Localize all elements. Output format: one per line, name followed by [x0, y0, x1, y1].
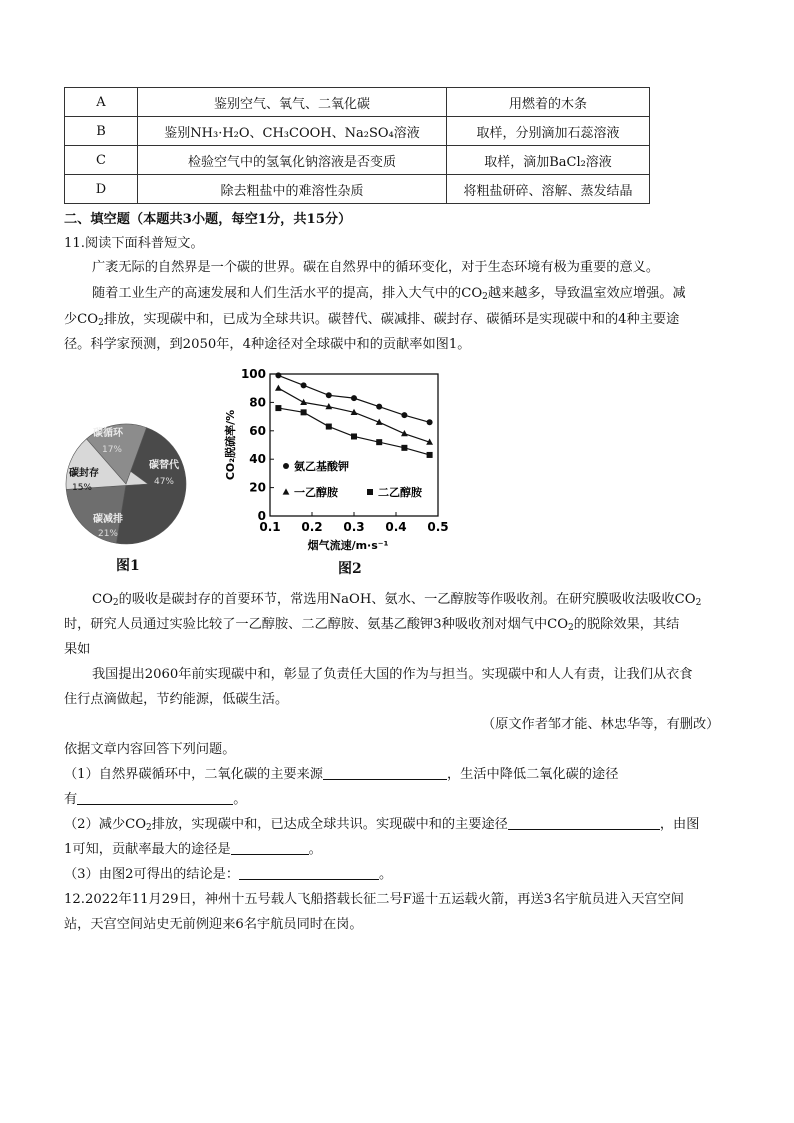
subscript: 2 — [146, 823, 152, 833]
x-tick-label: 0.4 — [385, 520, 407, 534]
y-tick-label: 40 — [249, 452, 266, 467]
sub-question-1-line-1 — [64, 765, 618, 785]
text: 。 — [308, 842, 322, 857]
data-point — [351, 433, 357, 439]
legend-label: 氨乙基酸钾 — [294, 460, 349, 473]
sub-question-2-line-1 — [64, 815, 699, 838]
option-method: 取样，分别滴加石蕊溶液 — [447, 117, 650, 146]
figure-2-caption: 图2 — [338, 561, 362, 577]
data-point — [427, 452, 433, 458]
x-axis-label: 烟气流速/m·s⁻¹ — [307, 539, 389, 552]
option-purpose: 除去粗盐中的难溶性杂质 — [138, 175, 447, 204]
y-axis-label: CO₂脱硫率/% — [224, 409, 237, 481]
sub-question-2-line-2 — [64, 840, 322, 860]
pie-slice-label: 碳循环 — [93, 428, 123, 439]
sub-question-1-line-2 — [64, 790, 246, 810]
text: （3）由图2可得出的结论是： — [64, 867, 240, 882]
pie-slice-value: 15% — [71, 483, 93, 493]
y-tick-label: 20 — [249, 480, 266, 495]
option-purpose: 检验空气中的氢氧化钠溶液是否变质 — [138, 146, 447, 175]
data-point — [326, 424, 332, 430]
table-row — [65, 88, 650, 117]
paragraph-4-line-2: 住行点滴做起，节约能源，低碳生活。 — [64, 692, 289, 707]
paragraph-2-line-1 — [92, 284, 686, 307]
figure-2-line-chart — [220, 362, 460, 557]
question-11-intro: 11.阅读下面科普短文。 — [64, 236, 204, 251]
legend-marker — [283, 463, 289, 469]
text: 1可知，贡献率最大的途径是 — [64, 842, 231, 857]
data-point — [401, 445, 407, 451]
text: ，由图 — [659, 817, 700, 832]
x-tick-label: 0.5 — [427, 520, 449, 534]
text: 。 — [379, 867, 393, 882]
option-method: 将粗盐研碎、溶解、蒸发结晶 — [447, 175, 650, 204]
paragraph-3-line-3: 果如 — [64, 642, 91, 657]
answer-blank[interactable] — [77, 790, 233, 805]
x-tick-label: 0.1 — [259, 520, 281, 534]
option-letter: B — [65, 117, 138, 146]
options-table — [64, 87, 650, 204]
legend-marker — [283, 488, 290, 494]
data-point — [326, 392, 332, 398]
data-point — [301, 409, 307, 415]
pie-slice-label: 碳替代 — [149, 460, 179, 471]
option-purpose: 鉴别空气、氧气、二氧化碳 — [138, 88, 447, 117]
data-point — [275, 405, 281, 411]
pie-slice-value: 47% — [153, 477, 175, 487]
text: 随着工业生产的高速发展和人们生活水平的提高，排入大气中的CO — [92, 286, 483, 301]
data-point — [351, 395, 357, 401]
subscript: 2 — [112, 598, 119, 608]
answer-blank[interactable] — [323, 765, 447, 780]
table-row — [65, 117, 650, 146]
legend-label: 二乙醇胺 — [378, 486, 422, 499]
option-letter: D — [65, 175, 138, 204]
y-tick-label: 100 — [240, 367, 266, 381]
text: 。 — [233, 792, 247, 807]
text: 的脱除效果，其结 — [573, 617, 680, 632]
table-row — [65, 146, 650, 175]
legend-marker — [367, 489, 373, 495]
pie-slice-value: 17% — [101, 445, 123, 455]
option-letter: C — [65, 146, 138, 175]
table-row — [65, 175, 650, 204]
data-point — [300, 399, 307, 405]
section-title: 二、填空题（本题共3小题，每空1分，共15分） — [64, 212, 352, 227]
y-tick-label: 60 — [249, 423, 266, 438]
pie-slice-label: 碳封存 — [69, 468, 99, 479]
paragraph-4-line-1: 我国提出2060年前实现碳中和，彰显了负责任大国的作为与担当。实现碳中和人人有责，让我们从衣食 — [92, 667, 693, 682]
paragraph-2-line-3: 径。科学家预测，到2050年，4种途径对全球碳中和的贡献率如图1。 — [64, 337, 471, 352]
data-point — [376, 404, 382, 410]
data-point — [401, 412, 407, 418]
option-method: 用燃着的木条 — [447, 88, 650, 117]
text: 时，研究人员通过实验比较了一乙醇胺、二乙醇胺、氨基乙酸钾3种吸收剂对烟气中CO — [64, 617, 569, 632]
sub-question-3 — [64, 865, 392, 885]
source-attribution: （原文作者邹才能、林忠华等，有删改） — [482, 717, 720, 732]
question-12-line-2: 站，天宫空间站史无前例迎来6名宇航员同时在岗。 — [64, 917, 363, 932]
data-point — [301, 382, 307, 388]
question-prompt: 依据文章内容回答下列问题。 — [64, 742, 236, 757]
y-tick-label: 0 — [257, 509, 266, 523]
text: 的吸收是碳封存的首要环节，常选用NaOH、氨水、一乙醇胺等作吸收剂。在研究膜吸收法吸收CO — [118, 592, 696, 607]
data-point — [275, 372, 281, 378]
data-point — [376, 439, 382, 445]
subscript: 2 — [568, 623, 574, 633]
question-12-line-1: 12.2022年11月29日，神州十五号载人飞船搭载长征二号F遥十五运载火箭，再送3名宇航员进入天宫空间 — [64, 892, 684, 907]
text: 排放，实现碳中和，已达成全球共识。实现碳中和的主要途径 — [151, 817, 508, 832]
subscript: 2 — [98, 318, 104, 328]
subscript: 2 — [695, 598, 702, 608]
figure-1-caption: 图1 — [116, 558, 140, 574]
paragraph-3-line-2 — [64, 615, 679, 638]
answer-blank[interactable] — [239, 865, 379, 880]
subscript: 2 — [482, 292, 488, 302]
paragraph-3-line-1 — [92, 590, 701, 613]
text: 越来越多，导致温室效应增强。减 — [487, 286, 686, 301]
y-tick-label: 80 — [249, 395, 266, 410]
option-method: 取样，滴加BaCl₂溶液 — [447, 146, 650, 175]
text: CO — [92, 592, 113, 607]
paragraph-2-line-2 — [64, 310, 679, 333]
legend-label: 一乙醇胺 — [294, 486, 338, 499]
text: ，生活中降低二氧化碳的途径 — [446, 767, 619, 782]
text: （1）自然界碳循环中，二氧化碳的主要来源 — [64, 767, 323, 782]
x-tick-label: 0.2 — [301, 520, 323, 534]
answer-blank[interactable] — [508, 815, 660, 830]
data-point — [427, 419, 433, 425]
pie-slice-label: 碳减排 — [93, 514, 123, 525]
option-letter: A — [65, 88, 138, 117]
paragraph-1: 广袤无际的自然界是一个碳的世界。碳在自然界中的循环变化，对于生态环境有极为重要的意义。 — [92, 260, 660, 275]
text: （2）减少CO — [64, 817, 147, 832]
text: 排放，实现碳中和，已成为全球共识。碳替代、碳减排、碳封存、碳循环是实现碳中和的4种主要途 — [103, 312, 680, 327]
figure-1-pie-chart — [60, 418, 200, 548]
option-purpose: 鉴别NH₃·H₂O、CH₃COOH、Na₂SO₄溶液 — [138, 117, 447, 146]
pie-slice-value: 21% — [97, 529, 119, 539]
x-tick-label: 0.3 — [343, 520, 365, 534]
text: 少CO — [64, 312, 99, 327]
data-point — [275, 385, 282, 391]
answer-blank[interactable] — [231, 840, 309, 855]
text: 有 — [64, 792, 78, 807]
